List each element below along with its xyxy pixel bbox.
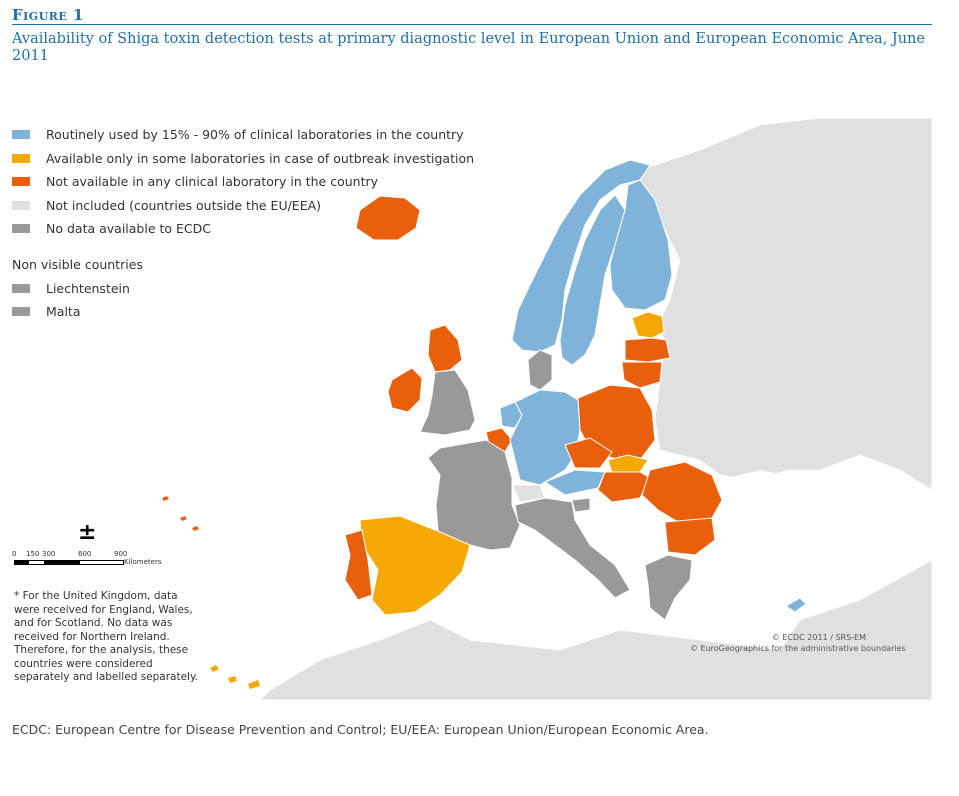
legend-label: Not included (countries outside the EU/EEA): [46, 197, 322, 213]
legend-label: No data available to ECDC: [46, 221, 211, 237]
footnote: * For the United Kingdom, data were received for England, Wales, and for Scotland. No data was received for Northern Ireland. Therefore, for the analysis, these countries were considered separately and labelled separately.: [14, 590, 199, 683]
black-sea: [715, 470, 895, 538]
bulgaria: [665, 518, 715, 555]
title-rule: [12, 24, 932, 25]
united-kingdom-england-wales: [420, 370, 475, 435]
slovenia: [572, 498, 590, 512]
copyright-ecdc: © ECDC 2011 / SRS-EM: [771, 633, 866, 642]
estonia: [632, 312, 664, 338]
ireland: [388, 368, 422, 412]
legend-label: Not available in any clinical laboratory in the country: [46, 174, 379, 190]
legend-item-liechtenstein: [12, 277, 474, 301]
legend-swatch: [12, 284, 30, 293]
legend-item-routine: [12, 123, 474, 147]
denmark: [528, 350, 552, 390]
copyright-eurogeographics: © EuroGeographics for the administrative boundaries: [690, 644, 906, 653]
copyright: [690, 632, 906, 654]
legend-label: Available only in some laboratories in case of outbreak investigation: [46, 150, 475, 166]
legend-swatch: [12, 201, 30, 210]
scale-tick: 900: [114, 550, 128, 558]
scale-tick: 600: [78, 550, 92, 558]
greece: [645, 555, 692, 620]
germany: [510, 390, 580, 485]
legend-item-not-included: [12, 194, 474, 218]
italy: [515, 498, 630, 598]
legend-swatch: [12, 154, 30, 163]
map-legend: [12, 123, 474, 324]
hungary: [598, 472, 650, 502]
romania: [642, 462, 722, 522]
lithuania: [622, 362, 662, 388]
scale-tick: 0: [12, 550, 17, 558]
canary-islands: [210, 665, 260, 689]
legend-swatch: [12, 130, 30, 139]
legend-label: Routinely used by 15% - 90% of clinical laboratories in the country: [46, 127, 464, 143]
scale-tick: 150: [26, 550, 40, 558]
figure-title: Availability of Shiga toxin detection tests at primary diagnostic level in European Union and European Economic Area, June 2011: [12, 31, 925, 64]
legend-item-not-available: [12, 170, 474, 194]
united-kingdom-scotland: [428, 325, 462, 372]
legend-label: Malta: [46, 304, 81, 320]
scale-bar-graphic: [14, 560, 124, 565]
legend-swatch: [12, 224, 30, 233]
figure-caption: ECDC: European Centre for Disease Prevention and Control; EU/EEA: European Union/European Economic Area.: [12, 722, 709, 737]
non-visible-title: Non visible countries: [12, 256, 143, 272]
scale-unit: Kilometers: [124, 558, 162, 566]
figure-label: Figure 1: [12, 6, 84, 24]
legend-item-malta: [12, 300, 474, 324]
north-arrow-icon: ±: [78, 520, 97, 545]
cyprus: [786, 598, 806, 612]
latvia: [625, 338, 670, 362]
legend-item-outbreak: [12, 147, 474, 171]
legend-label: Liechtenstein: [46, 280, 130, 296]
legend-swatch: [12, 307, 30, 316]
legend-item-no-data: [12, 217, 474, 241]
azores: [162, 496, 199, 531]
legend-swatch: [12, 177, 30, 186]
scale-tick: 300: [42, 550, 56, 558]
